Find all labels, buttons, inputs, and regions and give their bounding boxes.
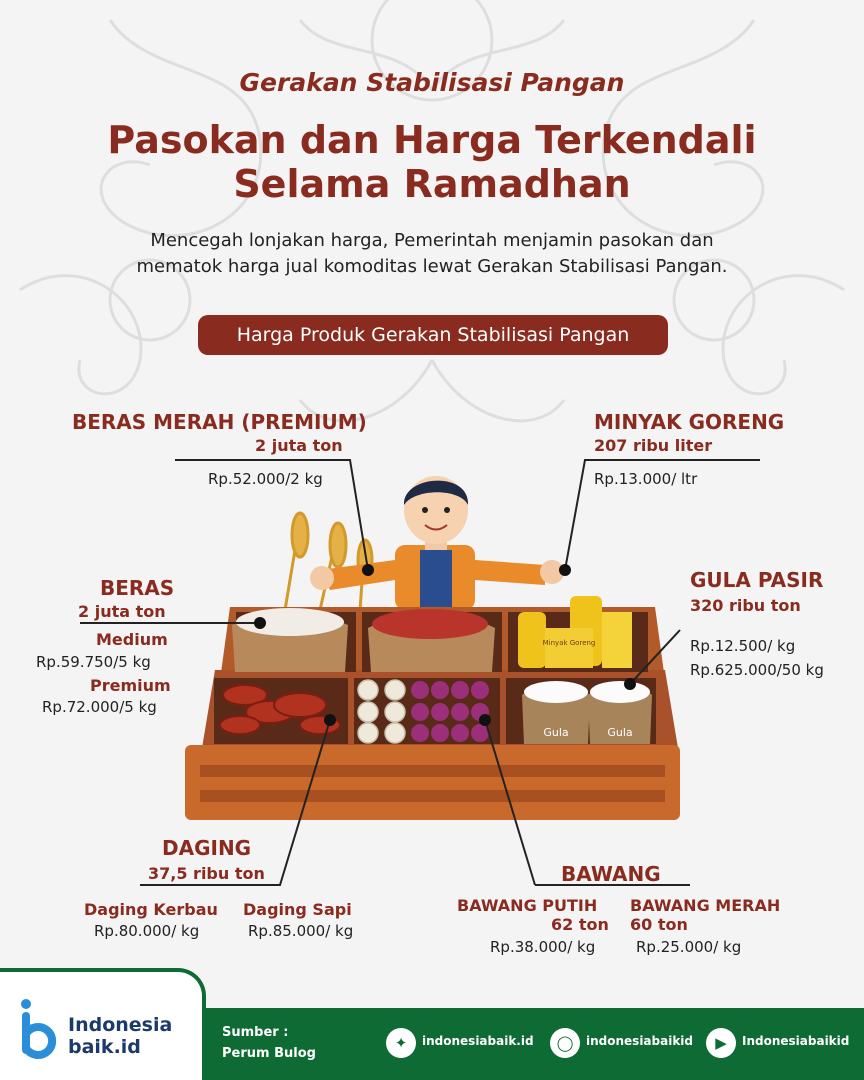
section-heading-pill: Harga Produk Gerakan Stabilisasi Pangan [198,315,668,355]
bawang-putih-price: Rp.38.000/ kg [490,938,596,956]
source-credit [222,1022,316,1064]
daging-kerbau-price: Rp.80.000/ kg [94,922,200,940]
beras-medium-label: Medium [96,630,168,649]
title-line-2: Selama Ramadhan [233,162,631,206]
sugar-sack-label: Gula [607,726,633,739]
bawang-merah-supply: 60 ton [630,915,688,934]
youtube-icon[interactable]: ▶ [706,1028,736,1058]
minyak-name: MINYAK GORENG [594,410,785,434]
brand-logo-card[interactable] [0,968,206,1080]
minyak-price: Rp.13.000/ ltr [594,470,698,488]
brand-line-2: baik.id [68,1036,141,1058]
cooking-oil-bottles [518,596,632,668]
daging-kerbau-label: Daging Kerbau [84,900,218,919]
wheat-stalks [285,513,372,610]
bawang-merah-price: Rp.25.000/ kg [636,938,742,956]
beras-premium-price: Rp.72.000/5 kg [42,698,157,716]
red-rice-sacks [368,609,495,672]
youtube-handle[interactable]: Indonesiabaikid [742,1034,850,1048]
bawang-merah-label: BAWANG MERAH [630,896,781,915]
seller-character [310,476,564,610]
twitter-icon[interactable]: ✦ [386,1028,416,1058]
brand-line-1: Indonesia [68,1014,173,1036]
gula-price-50kg: Rp.625.000/50 kg [690,661,824,679]
oil-bottle-label: Minyak Goreng [542,639,596,647]
sugar-sacks [522,681,652,744]
campaign-subtitle: Gerakan Stabilisasi Pangan [239,68,625,97]
instagram-icon[interactable]: ◯ [550,1028,580,1058]
daging-name: DAGING [162,836,252,860]
lead-line-1: Mencegah lonjakan harga, Pemerintah menjamin pasokan dan [150,230,714,251]
daging-supply: 37,5 ribu ton [148,864,265,883]
minyak-supply: 207 ribu liter [594,436,713,455]
bawang-name: BAWANG [561,862,661,886]
gula-price-kg: Rp.12.500/ kg [690,637,796,655]
beras-merah-price: Rp.52.000/2 kg [208,470,323,488]
indonesiabaik-logo-icon [18,998,62,1062]
beras-merah-supply: 2 juta ton [255,436,343,455]
beras-medium-price: Rp.59.750/5 kg [36,653,151,671]
source-label: Sumber : [222,1025,289,1040]
brand-logo-text [68,1014,172,1058]
bawang-putih-supply: 62 ton [551,915,609,934]
beras-premium-label: Premium [90,676,171,695]
bawang-putih-label: BAWANG PUTIH [457,896,598,915]
rice-sacks [232,608,348,672]
instagram-handle[interactable]: indonesiabaikid [586,1034,694,1048]
twitter-handle[interactable]: indonesiabaik.id [422,1034,534,1048]
gula-name: GULA PASIR [690,568,824,592]
daging-sapi-price: Rp.85.000/ kg [248,922,354,940]
source-value: Perum Bulog [222,1046,316,1061]
beras-supply: 2 juta ton [78,602,166,621]
daging-sapi-label: Daging Sapi [243,900,352,919]
lead-line-2: mematok harga jual komoditas lewat Gerakan Stabilisasi Pangan. [136,256,728,277]
beras-merah-name: BERAS MERAH (PREMIUM) [72,410,367,434]
sugar-sack-label: Gula [543,726,569,739]
title-line-1: Pasokan dan Harga Terkendali [107,118,757,162]
gula-supply: 320 ribu ton [690,596,801,615]
beras-name: BERAS [100,576,175,600]
